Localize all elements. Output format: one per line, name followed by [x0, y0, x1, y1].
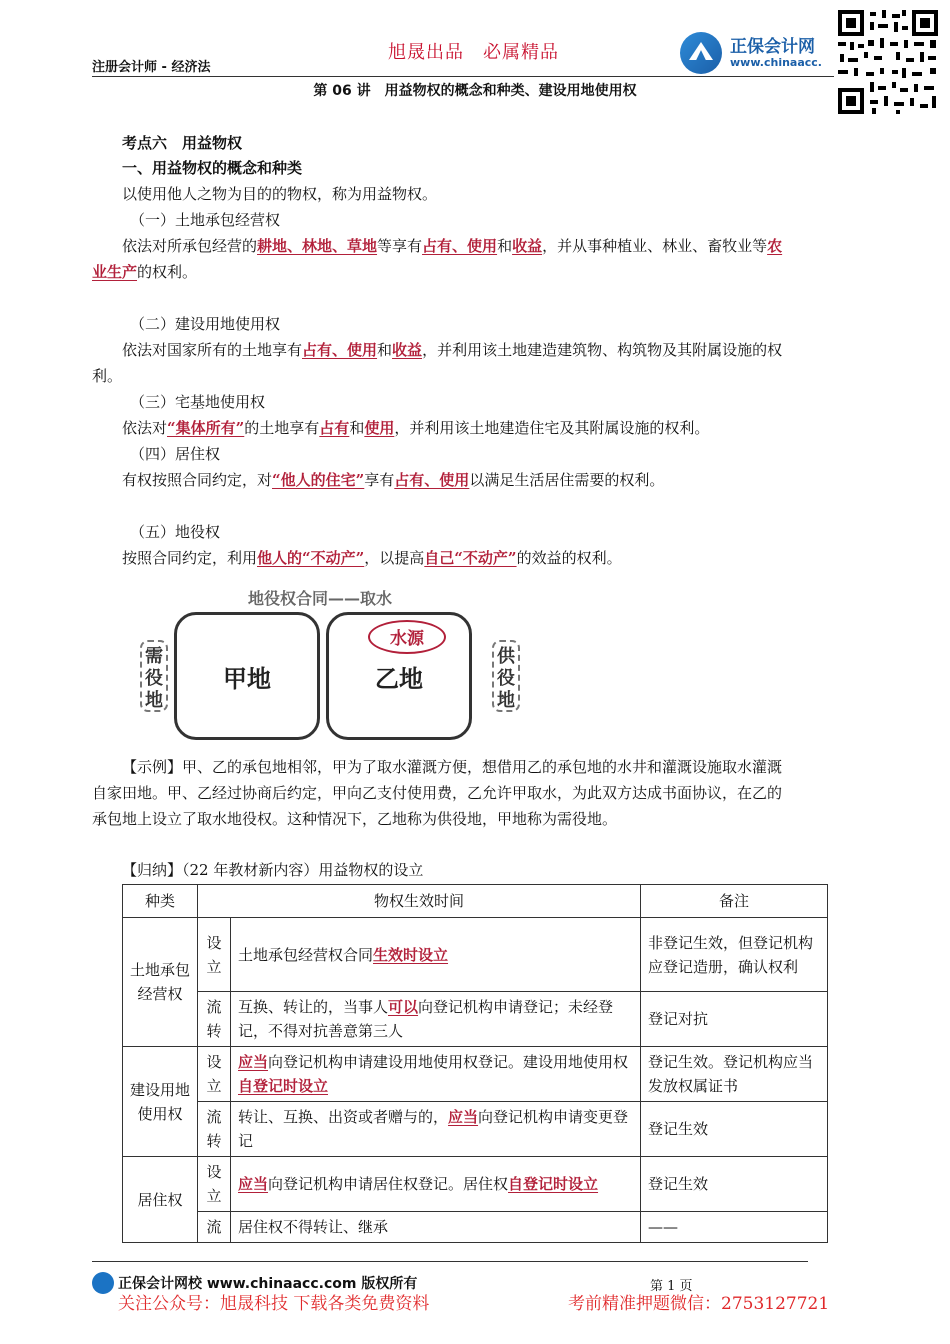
item-title-homestead: （三）宅基地使用权: [130, 393, 266, 411]
note-cell: 登记生效。登记机构应当发放权属证书: [641, 1047, 828, 1102]
time-cell: 应当向登记机构申请建设用地使用权登记。建设用地使用权自登记时设立: [231, 1047, 641, 1102]
sub-cell: 流: [198, 1212, 231, 1243]
header-divider: [92, 76, 834, 77]
header-kind: 种类: [123, 885, 198, 918]
table-row: [123, 1157, 828, 1212]
item-title-easement: （五）地役权: [130, 523, 221, 541]
footer-promo-right: 考前精准押题微信：2753127721: [568, 1294, 830, 1314]
item-text-residence: 有权按照合同约定，对“他人的住宅”享有占有、使用以满足生活居住需要的权利。: [122, 471, 665, 489]
example-line-1: 【示例】甲、乙的承包地相邻，甲为了取水灌溉方便，想借用乙的承包地的水井和灌溉设施取水灌溉: [122, 758, 783, 776]
logo-url: www.chinaacc.: [730, 56, 822, 69]
intro-text: 以使用他人之物为目的的物权，称为用益物权。: [122, 185, 438, 203]
example-line-2: 自家田地。甲、乙经过协商后约定，甲向乙支付使用费，乙允许甲取水，为此双方达成书面协议，在乙的: [92, 784, 783, 802]
summary-title: 【归纳】（22 年教材新内容）用益物权的设立: [122, 861, 424, 879]
easement-diagram: [136, 586, 536, 752]
sub-cell: 流转: [198, 1102, 231, 1157]
table-row: [123, 918, 828, 992]
item-text-easement: 按照合同约定，利用他人的“不动产”，以提高自己“不动产”的效益的权利。: [122, 549, 622, 567]
item-text-land-contract-cont: 业生产的权利。: [92, 263, 198, 281]
sub-cell: 设立: [198, 918, 231, 992]
sub-cell: 流转: [198, 992, 231, 1047]
land-b: 乙地: [326, 612, 472, 740]
footer-divider: [92, 1261, 808, 1262]
footer-logo-icon: [92, 1272, 114, 1294]
logo-mark-icon: [680, 32, 722, 74]
item-title-residence: （四）居住权: [130, 445, 221, 463]
point-title: 考点六 用益物权: [122, 134, 243, 152]
brand-logo: [680, 30, 830, 76]
time-cell: 土地承包经营权合同生效时设立: [231, 918, 641, 992]
header-tag: 注册会计师 - 经济法: [92, 60, 211, 75]
note-cell: 登记生效: [641, 1157, 828, 1212]
table-row: [123, 992, 828, 1047]
header-note: 备注: [641, 885, 828, 918]
table-row: [123, 1212, 828, 1243]
sub-cell: 设立: [198, 1157, 231, 1212]
land-a: 甲地: [174, 612, 320, 740]
time-cell: 互换、转让的，当事人可以向登记机构申请登记；未经登记，不得对抗善意第三人: [231, 992, 641, 1047]
logo-name: 正保会计网: [730, 37, 815, 57]
water-source-mark: 水源: [368, 620, 446, 654]
item-title-land-contract: （一）土地承包经营权: [130, 211, 281, 229]
kind-cell: 居住权: [123, 1157, 198, 1243]
footer-copyright: 正保会计网校 www.chinaacc.com 版权所有: [118, 1276, 418, 1292]
time-cell: 转让、互换、出资或者赠与的，应当向登记机构申请变更登记: [231, 1102, 641, 1157]
sub-cell: 设立: [198, 1047, 231, 1102]
dominant-land-label: 需役地: [140, 640, 168, 712]
footer-promo-left: 关注公众号：旭晟科技 下载各类免费资料: [118, 1294, 430, 1314]
time-cell: 应当向登记机构申请居住权登记。居住权自登记时设立: [231, 1157, 641, 1212]
example-line-3: 承包地上设立了取水地役权。这种情况下，乙地称为供役地，甲地称为需役地。: [92, 810, 618, 828]
usufruct-table: [122, 884, 828, 1243]
page-number: 第 1 页: [650, 1279, 693, 1294]
item-text-homestead: 依法对“集体所有”的土地享有占有和使用，并利用该土地建造住宅及其附属设施的权利。: [122, 419, 710, 437]
note-cell: 登记对抗: [641, 992, 828, 1047]
table-row: [123, 1047, 828, 1102]
table-row: [123, 1102, 828, 1157]
header-effective-time: 物权生效时间: [198, 885, 641, 918]
item-text-land-contract: 依法对所承包经营的耕地、林地、草地等享有占有、使用和收益，并从事种植业、林业、畜牧业等农: [122, 237, 783, 255]
time-cell: 居住权不得转让、继承: [231, 1212, 641, 1243]
note-cell: 非登记生效，但登记机构应登记造册，确认权利: [641, 918, 828, 992]
table-header-row: [123, 885, 828, 918]
item-text-construction: 依法对国家所有的土地享有占有、使用和收益，并利用该土地建造建筑物、构筑物及其附属设施的权: [122, 341, 783, 359]
note-cell: 登记生效: [641, 1102, 828, 1157]
servient-land-label: 供役地: [492, 640, 520, 712]
lecture-title: 第 06 讲 用益物权的概念和种类、建设用地使用权: [313, 83, 637, 99]
kind-cell: 建设用地使用权: [123, 1047, 198, 1157]
diagram-title: 地役权合同——取水: [248, 589, 393, 608]
item-text-construction-cont: 利。: [92, 367, 123, 385]
note-cell: ——: [641, 1212, 828, 1243]
item-title-construction: （二）建设用地使用权: [130, 315, 281, 333]
header-slogan: 旭晟出品 必属精品: [388, 42, 559, 63]
section-title: 一、用益物权的概念和种类: [122, 159, 303, 177]
kind-cell: 土地承包经营权: [123, 918, 198, 1047]
